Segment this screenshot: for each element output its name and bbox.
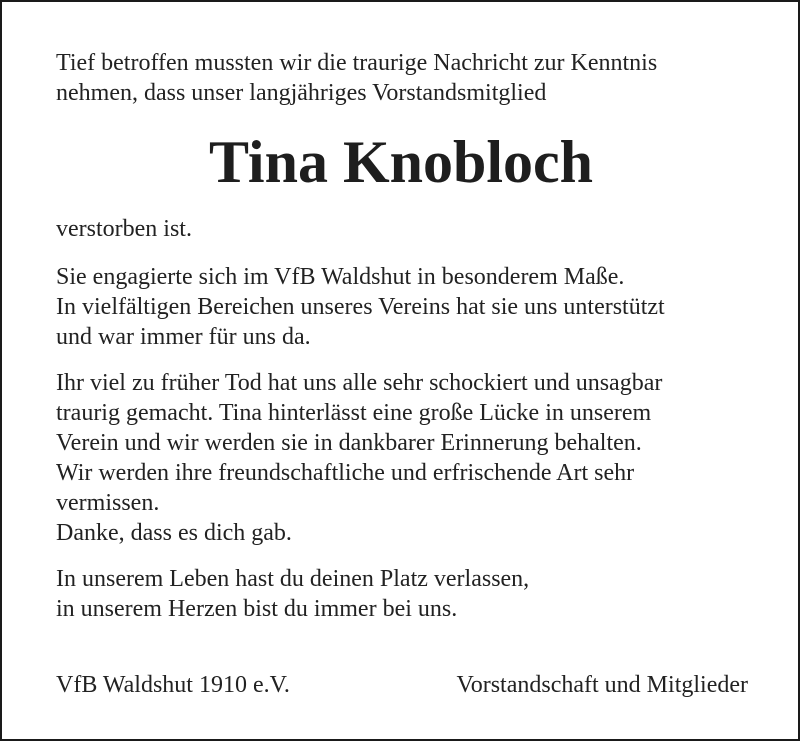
paragraph-line: Verein und wir werden sie in dankbarer Erinnerung behalten.: [56, 430, 642, 456]
paragraph-line: Wir werden ihre freundschaftliche und erfrischende Art sehr: [56, 460, 635, 486]
paragraph-line: Sie engagierte sich im VfB Waldshut in besonderem Maße.: [56, 264, 625, 290]
signature-club: VfB Waldshut 1910 e.V.: [56, 672, 290, 698]
intro-line: Tief betroffen mussten wir die traurige Nachricht zur Kenntnis: [56, 50, 658, 76]
paragraph-engagement: [56, 262, 746, 352]
verse-line: in unserem Herzen bist du immer bei uns.: [56, 596, 458, 622]
verse-line: In unserem Leben hast du deinen Platz verlassen,: [56, 566, 530, 592]
paragraph-line: traurig gemacht. Tina hinterlässt eine große Lücke in unserem: [56, 400, 652, 426]
paragraph-line: vermissen.: [56, 490, 160, 516]
verse: [56, 564, 746, 624]
paragraph-line: Ihr viel zu früher Tod hat uns alle sehr schockiert und unsagbar: [56, 370, 663, 396]
paragraph-line: und war immer für uns da.: [56, 324, 311, 350]
deceased-name: Tina Knobloch: [208, 129, 594, 195]
paragraph-line: In vielfältigen Bereichen unseres Vereins hat sie uns unterstützt: [56, 294, 665, 320]
intro-text: [56, 48, 746, 108]
signature-members: Vorstandschaft und Mitglieder: [456, 672, 748, 698]
intro-line: nehmen, dass unser langjähriges Vorstandsmitglied: [56, 80, 547, 106]
paragraph-line: Danke, dass es dich gab.: [56, 520, 292, 546]
deceased-statement: verstorben ist.: [56, 216, 192, 242]
paragraph-grief: [56, 368, 746, 548]
notice-body: [56, 48, 746, 640]
